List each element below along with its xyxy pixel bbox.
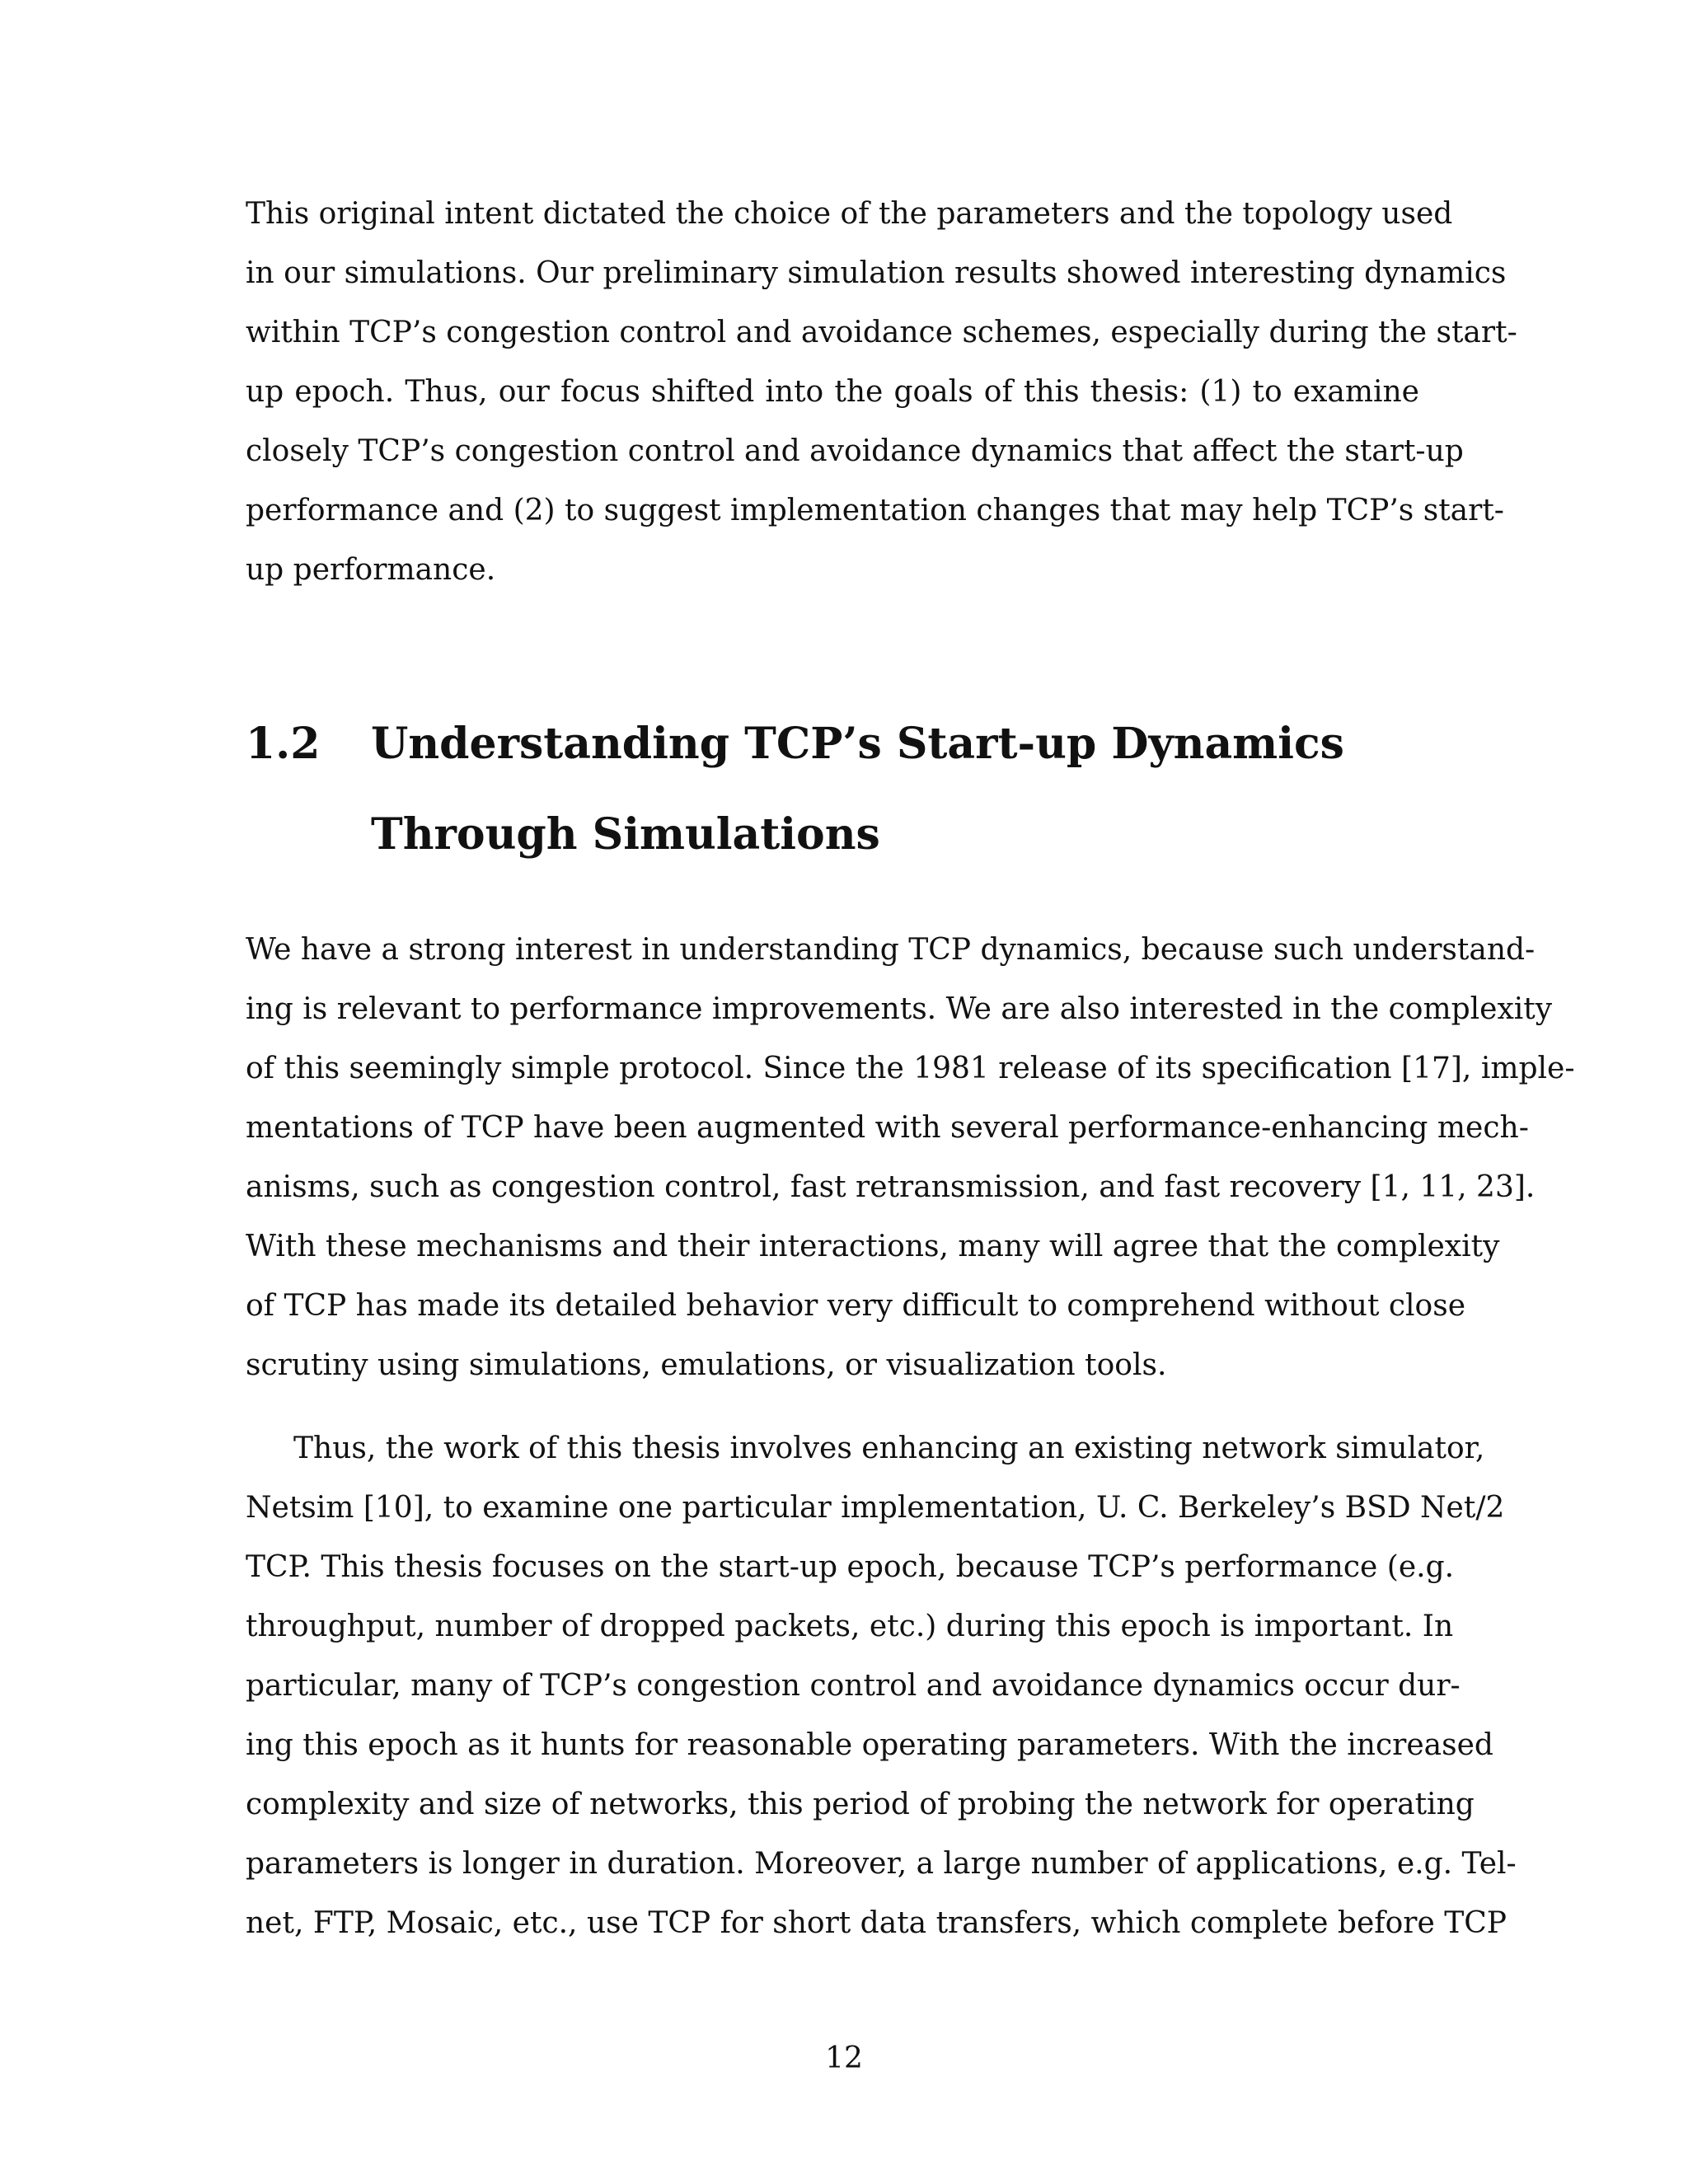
page-number: 12 xyxy=(825,2041,863,2075)
paragraph-line: TCP. This thesis focuses on the start-up epoch, because TCP’s performance (e.g. xyxy=(246,1550,1455,1584)
paragraph-motivation xyxy=(246,921,1575,1395)
paragraph-line: Netsim [10], to examine one particular implementation, U. C. Berkeley’s BSD Net/2 xyxy=(246,1491,1505,1525)
section-heading xyxy=(246,699,1419,880)
paragraph-line: parameters is longer in duration. Moreover, a large number of applications, e.g. Tel- xyxy=(246,1847,1517,1881)
paragraph-line: within TCP’s congestion control and avoidance schemes, especially during the start- xyxy=(246,316,1517,349)
paragraph-line: anisms, such as congestion control, fast retransmission, and fast recovery [1, 11, 23]. xyxy=(246,1170,1536,1204)
paragraph-line: We have a strong interest in understanding TCP dynamics, because such understand- xyxy=(246,933,1536,967)
paragraph-line: up performance. xyxy=(246,553,496,587)
section-title-continuation: Through Simulations xyxy=(371,809,880,860)
paragraph-line: closely TCP’s congestion control and avoidance dynamics that affect the start-up xyxy=(246,434,1464,468)
paragraph-line: performance and (2) to suggest implementation changes that may help TCP’s start- xyxy=(246,494,1504,527)
section-number: 1.2 xyxy=(246,719,321,769)
paragraph-line: of this seemingly simple protocol. Since the 1981 release of its specification [17], imple- xyxy=(246,1052,1575,1085)
paragraph-line: in our simulations. Our preliminary simulation results showed interesting dynamics xyxy=(246,256,1507,290)
section-title: Understanding TCP’s Start-up Dynamics xyxy=(371,719,1344,769)
paragraph-line: With these mechanisms and their interactions, many will agree that the complexity xyxy=(246,1230,1500,1263)
paragraph-line: ing this epoch as it hunts for reasonable operating parameters. With the increased xyxy=(246,1728,1493,1762)
paragraph-line: scrutiny using simulations, emulations, or visualization tools. xyxy=(246,1348,1167,1382)
paragraph-line: complexity and size of networks, this period of probing the network for operating xyxy=(246,1788,1475,1821)
paragraph-line: of TCP has made its detailed behavior very difficult to comprehend without close xyxy=(246,1289,1466,1323)
paragraph-line: net, FTP, Mosaic, etc., use TCP for short data transfers, which complete before TCP xyxy=(246,1906,1507,1940)
paragraph-line: mentations of TCP have been augmented with several performance-enhancing mech- xyxy=(246,1111,1529,1145)
paragraph-thesis-work xyxy=(246,1419,1517,1953)
paragraph-line: Thus, the work of this thesis involves enhancing an existing network simulator, xyxy=(293,1432,1485,1465)
paragraph-line: up epoch. Thus, our focus shifted into the goals of this thesis: (1) to examine xyxy=(246,375,1419,409)
paragraph-line: ing is relevant to performance improvements. We are also interested in the complexity xyxy=(246,992,1553,1026)
paragraph-intro xyxy=(246,185,1517,600)
paragraph-line: throughput, number of dropped packets, etc.) during this epoch is important. In xyxy=(246,1610,1454,1643)
paragraph-line: This original intent dictated the choice of the parameters and the topology used xyxy=(246,197,1453,231)
paragraph-line: particular, many of TCP’s congestion control and avoidance dynamics occur dur- xyxy=(246,1669,1461,1703)
